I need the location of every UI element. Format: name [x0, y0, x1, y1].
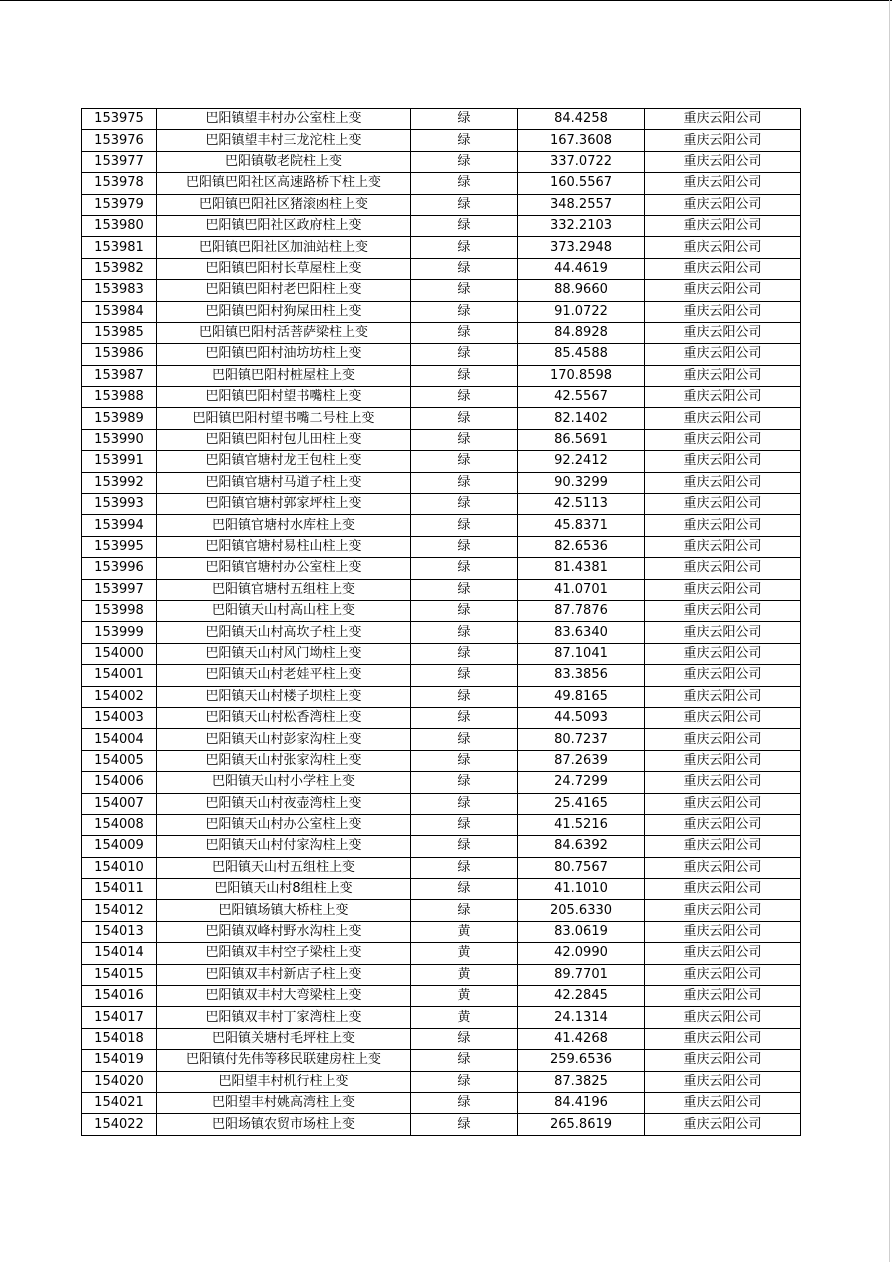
row-id-cell: 154014 — [82, 943, 157, 964]
transformer-name-cell: 巴阳场镇农贸市场柱上变 — [157, 1114, 411, 1135]
table-row — [82, 1071, 801, 1092]
table-row — [82, 579, 801, 600]
value-cell: 83.6340 — [518, 622, 645, 643]
table-row — [82, 365, 801, 386]
transformer-name-cell: 巴阳镇天山村高坎子柱上变 — [157, 622, 411, 643]
table-row — [82, 515, 801, 536]
transformer-name-cell: 巴阳镇天山村松香湾柱上变 — [157, 707, 411, 728]
transformer-name-cell: 巴阳镇敬老院柱上变 — [157, 151, 411, 172]
status-cell: 绿 — [411, 579, 518, 600]
row-id-cell: 154000 — [82, 643, 157, 664]
transformer-name-cell: 巴阳镇双丰村空子梁柱上变 — [157, 943, 411, 964]
company-cell: 重庆云阳公司 — [645, 429, 801, 450]
value-cell: 265.8619 — [518, 1114, 645, 1135]
status-cell: 绿 — [411, 814, 518, 835]
company-cell: 重庆云阳公司 — [645, 1092, 801, 1113]
company-cell: 重庆云阳公司 — [645, 515, 801, 536]
table-row — [82, 344, 801, 365]
status-cell: 绿 — [411, 387, 518, 408]
table-body — [82, 109, 801, 1136]
value-cell: 83.3856 — [518, 665, 645, 686]
transformer-name-cell: 巴阳镇天山村付家沟柱上变 — [157, 836, 411, 857]
transformer-name-cell: 巴阳镇天山村楼子坝柱上变 — [157, 686, 411, 707]
value-cell: 337.0722 — [518, 151, 645, 172]
transformer-name-cell: 巴阳镇官塘村易柱山柱上变 — [157, 536, 411, 557]
table-row — [82, 215, 801, 236]
value-cell: 44.5093 — [518, 707, 645, 728]
value-cell: 80.7567 — [518, 857, 645, 878]
table-row — [82, 750, 801, 771]
transformer-name-cell: 巴阳镇官塘村办公室柱上变 — [157, 558, 411, 579]
row-id-cell: 153992 — [82, 472, 157, 493]
company-cell: 重庆云阳公司 — [645, 857, 801, 878]
status-cell: 绿 — [411, 729, 518, 750]
table-row — [82, 1007, 801, 1028]
company-cell: 重庆云阳公司 — [645, 836, 801, 857]
row-id-cell: 153975 — [82, 109, 157, 130]
row-id-cell: 153999 — [82, 622, 157, 643]
status-cell: 绿 — [411, 237, 518, 258]
transformer-name-cell: 巴阳镇关塘村毛坪柱上变 — [157, 1028, 411, 1049]
row-id-cell: 154004 — [82, 729, 157, 750]
transformer-name-cell: 巴阳镇双丰村新店子柱上变 — [157, 964, 411, 985]
row-id-cell: 153987 — [82, 365, 157, 386]
status-cell: 绿 — [411, 900, 518, 921]
row-id-cell: 154019 — [82, 1050, 157, 1071]
company-cell: 重庆云阳公司 — [645, 1007, 801, 1028]
transformer-name-cell: 巴阳镇巴阳村桩屋柱上变 — [157, 365, 411, 386]
table-row — [82, 943, 801, 964]
value-cell: 81.4381 — [518, 558, 645, 579]
value-cell: 160.5567 — [518, 173, 645, 194]
table-row — [82, 1050, 801, 1071]
table-row — [82, 622, 801, 643]
company-cell: 重庆云阳公司 — [645, 921, 801, 942]
transformer-name-cell: 巴阳镇巴阳村老巴阳柱上变 — [157, 280, 411, 301]
row-id-cell: 153994 — [82, 515, 157, 536]
row-id-cell: 153979 — [82, 194, 157, 215]
value-cell: 87.7876 — [518, 600, 645, 621]
row-id-cell: 153996 — [82, 558, 157, 579]
value-cell: 84.6392 — [518, 836, 645, 857]
status-cell: 黄 — [411, 986, 518, 1007]
company-cell: 重庆云阳公司 — [645, 472, 801, 493]
value-cell: 82.1402 — [518, 408, 645, 429]
company-cell: 重庆云阳公司 — [645, 943, 801, 964]
company-cell: 重庆云阳公司 — [645, 451, 801, 472]
row-id-cell: 153993 — [82, 494, 157, 515]
company-cell: 重庆云阳公司 — [645, 579, 801, 600]
table-row — [82, 451, 801, 472]
table-row — [82, 322, 801, 343]
value-cell: 42.2845 — [518, 986, 645, 1007]
company-cell: 重庆云阳公司 — [645, 408, 801, 429]
company-cell: 重庆云阳公司 — [645, 707, 801, 728]
transformer-name-cell: 巴阳镇天山村张家沟柱上变 — [157, 750, 411, 771]
company-cell: 重庆云阳公司 — [645, 130, 801, 151]
row-id-cell: 153989 — [82, 408, 157, 429]
status-cell: 绿 — [411, 836, 518, 857]
page-right-edge — [889, 0, 890, 1262]
status-cell: 黄 — [411, 921, 518, 942]
transformer-name-cell: 巴阳镇双峰村野水沟柱上变 — [157, 921, 411, 942]
company-cell: 重庆云阳公司 — [645, 536, 801, 557]
value-cell: 41.4268 — [518, 1028, 645, 1049]
transformer-name-cell: 巴阳镇场镇大桥柱上变 — [157, 900, 411, 921]
status-cell: 绿 — [411, 130, 518, 151]
transformer-name-cell: 巴阳镇官塘村水库柱上变 — [157, 515, 411, 536]
status-cell: 绿 — [411, 151, 518, 172]
status-cell: 绿 — [411, 622, 518, 643]
transformer-name-cell: 巴阳望丰村姚高湾柱上变 — [157, 1092, 411, 1113]
row-id-cell: 154001 — [82, 665, 157, 686]
transformer-name-cell: 巴阳镇望丰村办公室柱上变 — [157, 109, 411, 130]
company-cell: 重庆云阳公司 — [645, 750, 801, 771]
status-cell: 绿 — [411, 686, 518, 707]
table-row — [82, 600, 801, 621]
row-id-cell: 154021 — [82, 1092, 157, 1113]
table-row — [82, 1028, 801, 1049]
value-cell: 87.2639 — [518, 750, 645, 771]
status-cell: 绿 — [411, 600, 518, 621]
row-id-cell: 153978 — [82, 173, 157, 194]
row-id-cell: 154017 — [82, 1007, 157, 1028]
value-cell: 44.4619 — [518, 258, 645, 279]
value-cell: 24.7299 — [518, 772, 645, 793]
transformer-name-cell: 巴阳镇巴阳村望书嘴二号柱上变 — [157, 408, 411, 429]
transformer-name-cell: 巴阳镇巴阳村包儿田柱上变 — [157, 429, 411, 450]
status-cell: 绿 — [411, 772, 518, 793]
company-cell: 重庆云阳公司 — [645, 365, 801, 386]
company-cell: 重庆云阳公司 — [645, 964, 801, 985]
value-cell: 42.5113 — [518, 494, 645, 515]
table-row — [82, 109, 801, 130]
status-cell: 绿 — [411, 879, 518, 900]
row-id-cell: 154013 — [82, 921, 157, 942]
value-cell: 82.6536 — [518, 536, 645, 557]
status-cell: 绿 — [411, 472, 518, 493]
status-cell: 绿 — [411, 429, 518, 450]
table-row — [82, 900, 801, 921]
table-row — [82, 707, 801, 728]
value-cell: 89.7701 — [518, 964, 645, 985]
status-cell: 绿 — [411, 1071, 518, 1092]
transformer-name-cell: 巴阳镇官塘村马道子柱上变 — [157, 472, 411, 493]
status-cell: 绿 — [411, 1028, 518, 1049]
table-row — [82, 558, 801, 579]
row-id-cell: 153986 — [82, 344, 157, 365]
transformer-name-cell: 巴阳镇巴阳社区加油站柱上变 — [157, 237, 411, 258]
status-cell: 绿 — [411, 344, 518, 365]
row-id-cell: 154022 — [82, 1114, 157, 1135]
table-row — [82, 130, 801, 151]
table-row — [82, 665, 801, 686]
row-id-cell: 154003 — [82, 707, 157, 728]
transformer-table — [81, 108, 801, 1136]
company-cell: 重庆云阳公司 — [645, 1071, 801, 1092]
table-row — [82, 494, 801, 515]
value-cell: 88.9660 — [518, 280, 645, 301]
transformer-name-cell: 巴阳镇官塘村郭家坪柱上变 — [157, 494, 411, 515]
row-id-cell: 153980 — [82, 215, 157, 236]
row-id-cell: 154008 — [82, 814, 157, 835]
value-cell: 84.4196 — [518, 1092, 645, 1113]
value-cell: 41.1010 — [518, 879, 645, 900]
company-cell: 重庆云阳公司 — [645, 729, 801, 750]
table-row — [82, 857, 801, 878]
value-cell: 373.2948 — [518, 237, 645, 258]
company-cell: 重庆云阳公司 — [645, 322, 801, 343]
value-cell: 25.4165 — [518, 793, 645, 814]
company-cell: 重庆云阳公司 — [645, 280, 801, 301]
value-cell: 87.3825 — [518, 1071, 645, 1092]
company-cell: 重庆云阳公司 — [645, 643, 801, 664]
company-cell: 重庆云阳公司 — [645, 494, 801, 515]
row-id-cell: 153983 — [82, 280, 157, 301]
value-cell: 86.5691 — [518, 429, 645, 450]
table-row — [82, 237, 801, 258]
row-id-cell: 154005 — [82, 750, 157, 771]
status-cell: 绿 — [411, 280, 518, 301]
table-row — [82, 194, 801, 215]
transformer-name-cell: 巴阳镇官塘村龙王包柱上变 — [157, 451, 411, 472]
row-id-cell: 153988 — [82, 387, 157, 408]
row-id-cell: 154016 — [82, 986, 157, 1007]
data-table-container — [81, 108, 800, 1136]
value-cell: 85.4588 — [518, 344, 645, 365]
transformer-name-cell: 巴阳镇天山村五组柱上变 — [157, 857, 411, 878]
table-row — [82, 686, 801, 707]
value-cell: 348.2557 — [518, 194, 645, 215]
company-cell: 重庆云阳公司 — [645, 1050, 801, 1071]
status-cell: 绿 — [411, 1092, 518, 1113]
value-cell: 205.6330 — [518, 900, 645, 921]
status-cell: 绿 — [411, 665, 518, 686]
company-cell: 重庆云阳公司 — [645, 151, 801, 172]
status-cell: 绿 — [411, 643, 518, 664]
transformer-name-cell: 巴阳镇巴阳社区政府柱上变 — [157, 215, 411, 236]
row-id-cell: 154010 — [82, 857, 157, 878]
company-cell: 重庆云阳公司 — [645, 237, 801, 258]
row-id-cell: 154011 — [82, 879, 157, 900]
table-row — [82, 387, 801, 408]
status-cell: 黄 — [411, 964, 518, 985]
company-cell: 重庆云阳公司 — [645, 793, 801, 814]
row-id-cell: 153998 — [82, 600, 157, 621]
row-id-cell: 153982 — [82, 258, 157, 279]
company-cell: 重庆云阳公司 — [645, 109, 801, 130]
value-cell: 91.0722 — [518, 301, 645, 322]
company-cell: 重庆云阳公司 — [645, 772, 801, 793]
table-row — [82, 814, 801, 835]
table-row — [82, 1092, 801, 1113]
value-cell: 42.5567 — [518, 387, 645, 408]
company-cell: 重庆云阳公司 — [645, 301, 801, 322]
transformer-name-cell: 巴阳镇天山村8组柱上变 — [157, 879, 411, 900]
transformer-name-cell: 巴阳镇巴阳村狗屎田柱上变 — [157, 301, 411, 322]
transformer-name-cell: 巴阳镇天山村高山柱上变 — [157, 600, 411, 621]
row-id-cell: 153990 — [82, 429, 157, 450]
company-cell: 重庆云阳公司 — [645, 344, 801, 365]
company-cell: 重庆云阳公司 — [645, 686, 801, 707]
table-row — [82, 729, 801, 750]
table-row — [82, 301, 801, 322]
status-cell: 绿 — [411, 793, 518, 814]
status-cell: 绿 — [411, 515, 518, 536]
table-row — [82, 643, 801, 664]
company-cell: 重庆云阳公司 — [645, 1028, 801, 1049]
row-id-cell: 154009 — [82, 836, 157, 857]
table-row — [82, 879, 801, 900]
status-cell: 绿 — [411, 857, 518, 878]
row-id-cell: 154015 — [82, 964, 157, 985]
value-cell: 83.0619 — [518, 921, 645, 942]
value-cell: 41.5216 — [518, 814, 645, 835]
transformer-name-cell: 巴阳镇天山村办公室柱上变 — [157, 814, 411, 835]
company-cell: 重庆云阳公司 — [645, 558, 801, 579]
value-cell: 90.3299 — [518, 472, 645, 493]
company-cell: 重庆云阳公司 — [645, 600, 801, 621]
table-row — [82, 1114, 801, 1135]
status-cell: 绿 — [411, 173, 518, 194]
transformer-name-cell: 巴阳镇付先伟等移民联建房柱上变 — [157, 1050, 411, 1071]
row-id-cell: 153984 — [82, 301, 157, 322]
transformer-name-cell: 巴阳镇天山村老娃平柱上变 — [157, 665, 411, 686]
transformer-name-cell: 巴阳镇天山村小学柱上变 — [157, 772, 411, 793]
status-cell: 绿 — [411, 1114, 518, 1135]
value-cell: 167.3608 — [518, 130, 645, 151]
company-cell: 重庆云阳公司 — [645, 215, 801, 236]
table-row — [82, 536, 801, 557]
table-row — [82, 151, 801, 172]
status-cell: 绿 — [411, 707, 518, 728]
page-top-border — [0, 0, 892, 1]
transformer-name-cell: 巴阳镇天山村彭家沟柱上变 — [157, 729, 411, 750]
row-id-cell: 153976 — [82, 130, 157, 151]
transformer-name-cell: 巴阳镇巴阳村活菩萨梁柱上变 — [157, 322, 411, 343]
transformer-name-cell: 巴阳镇望丰村三龙沱柱上变 — [157, 130, 411, 151]
row-id-cell: 153977 — [82, 151, 157, 172]
value-cell: 87.1041 — [518, 643, 645, 664]
value-cell: 49.8165 — [518, 686, 645, 707]
value-cell: 24.1314 — [518, 1007, 645, 1028]
row-id-cell: 153995 — [82, 536, 157, 557]
transformer-name-cell: 巴阳镇官塘村五组柱上变 — [157, 579, 411, 600]
row-id-cell: 153981 — [82, 237, 157, 258]
table-row — [82, 408, 801, 429]
value-cell: 84.4258 — [518, 109, 645, 130]
status-cell: 绿 — [411, 494, 518, 515]
transformer-name-cell: 巴阳镇双丰村大弯梁柱上变 — [157, 986, 411, 1007]
transformer-name-cell: 巴阳镇双丰村丁家湾柱上变 — [157, 1007, 411, 1028]
transformer-name-cell: 巴阳镇天山村夜壶湾柱上变 — [157, 793, 411, 814]
status-cell: 绿 — [411, 536, 518, 557]
table-row — [82, 964, 801, 985]
table-row — [82, 173, 801, 194]
transformer-name-cell: 巴阳镇天山村风门坳柱上变 — [157, 643, 411, 664]
status-cell: 黄 — [411, 943, 518, 964]
row-id-cell: 153997 — [82, 579, 157, 600]
value-cell: 259.6536 — [518, 1050, 645, 1071]
company-cell: 重庆云阳公司 — [645, 1114, 801, 1135]
table-row — [82, 921, 801, 942]
status-cell: 绿 — [411, 558, 518, 579]
value-cell: 92.2412 — [518, 451, 645, 472]
value-cell: 41.0701 — [518, 579, 645, 600]
company-cell: 重庆云阳公司 — [645, 879, 801, 900]
value-cell: 80.7237 — [518, 729, 645, 750]
status-cell: 绿 — [411, 408, 518, 429]
company-cell: 重庆云阳公司 — [645, 194, 801, 215]
status-cell: 绿 — [411, 322, 518, 343]
value-cell: 332.2103 — [518, 215, 645, 236]
row-id-cell: 154006 — [82, 772, 157, 793]
company-cell: 重庆云阳公司 — [645, 258, 801, 279]
status-cell: 绿 — [411, 1050, 518, 1071]
value-cell: 45.8371 — [518, 515, 645, 536]
table-row — [82, 258, 801, 279]
status-cell: 绿 — [411, 365, 518, 386]
status-cell: 绿 — [411, 258, 518, 279]
table-row — [82, 472, 801, 493]
company-cell: 重庆云阳公司 — [645, 986, 801, 1007]
row-id-cell: 153985 — [82, 322, 157, 343]
row-id-cell: 154012 — [82, 900, 157, 921]
status-cell: 绿 — [411, 215, 518, 236]
value-cell: 42.0990 — [518, 943, 645, 964]
table-row — [82, 793, 801, 814]
status-cell: 绿 — [411, 301, 518, 322]
company-cell: 重庆云阳公司 — [645, 814, 801, 835]
transformer-name-cell: 巴阳镇巴阳社区猪滚凼柱上变 — [157, 194, 411, 215]
transformer-name-cell: 巴阳望丰村机行柱上变 — [157, 1071, 411, 1092]
company-cell: 重庆云阳公司 — [645, 900, 801, 921]
row-id-cell: 154002 — [82, 686, 157, 707]
row-id-cell: 153991 — [82, 451, 157, 472]
table-row — [82, 429, 801, 450]
table-row — [82, 772, 801, 793]
status-cell: 绿 — [411, 194, 518, 215]
company-cell: 重庆云阳公司 — [645, 173, 801, 194]
company-cell: 重庆云阳公司 — [645, 665, 801, 686]
transformer-name-cell: 巴阳镇巴阳社区高速路桥下柱上变 — [157, 173, 411, 194]
transformer-name-cell: 巴阳镇巴阳村长草屋柱上变 — [157, 258, 411, 279]
status-cell: 绿 — [411, 750, 518, 771]
table-row — [82, 836, 801, 857]
status-cell: 黄 — [411, 1007, 518, 1028]
status-cell: 绿 — [411, 109, 518, 130]
transformer-name-cell: 巴阳镇巴阳村望书嘴柱上变 — [157, 387, 411, 408]
row-id-cell: 154007 — [82, 793, 157, 814]
row-id-cell: 154020 — [82, 1071, 157, 1092]
table-row — [82, 986, 801, 1007]
company-cell: 重庆云阳公司 — [645, 387, 801, 408]
status-cell: 绿 — [411, 451, 518, 472]
company-cell: 重庆云阳公司 — [645, 622, 801, 643]
value-cell: 84.8928 — [518, 322, 645, 343]
transformer-name-cell: 巴阳镇巴阳村油坊坊柱上变 — [157, 344, 411, 365]
value-cell: 170.8598 — [518, 365, 645, 386]
row-id-cell: 154018 — [82, 1028, 157, 1049]
table-row — [82, 280, 801, 301]
